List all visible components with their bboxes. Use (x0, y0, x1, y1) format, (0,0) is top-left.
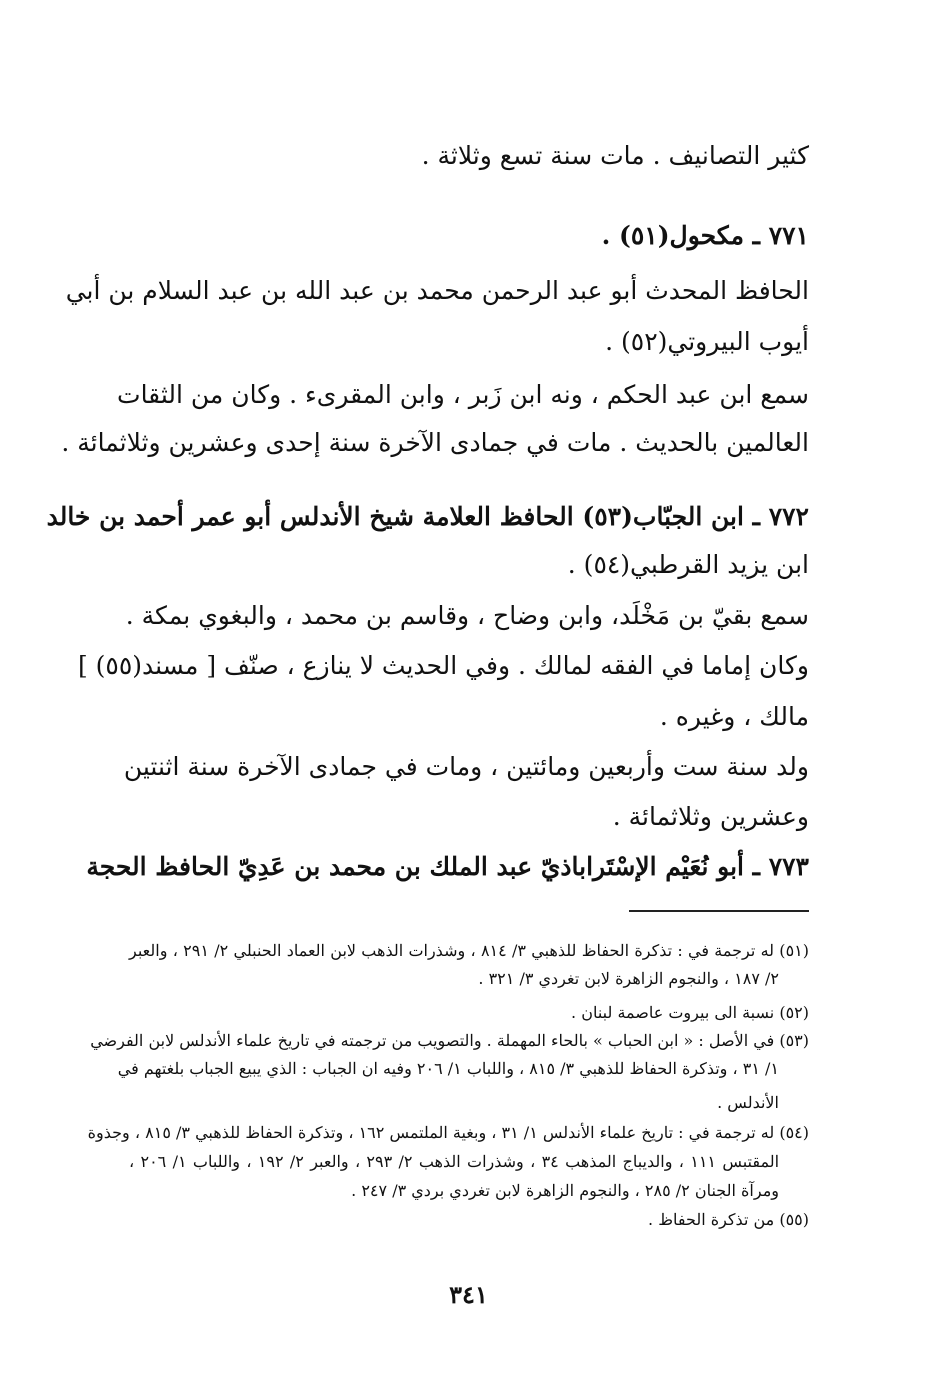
entry-heading-772: ٧٧٢ ـ ابن الجبّاب(٥٣) الحافظ العلامة شيخ الأندلس أبو عمر أحمد بن خالد (46, 502, 809, 531)
text-line-772-birth: ولد سنة ست وأربعين ومائتين ، ومات في جمادى الآخرة سنة اثنتين (123, 752, 809, 781)
footnote-52: (٥٢) نسبة الى بيروت عاصمة لبنان . (571, 1003, 809, 1022)
footnote-53-cont: ١/ ٣١ ، وتذكرة الحفاظ للذهبي ٣/ ٨١٥ ، واللباب ١/ ٢٠٦ وفيه ان الجباب : الذي يبيع الجباب بلغتهم في (117, 1059, 779, 1078)
footnote-53-end: الأندلس . (717, 1093, 779, 1112)
text-line-772-heard: سمع بقيّ بن مَخْلَد، وابن وضاح ، وقاسم بن محمد ، والبغوي بمكة . (125, 601, 809, 630)
footnote-54-end: ومرآة الجنان ٢/ ٢٨٥ ، والنجوم الزاهرة لابن تغردي بردي ٣/ ٢٤٧ . (351, 1181, 779, 1200)
text-line-continuation: كثير التصانيف . مات سنة تسع وثلاثة . (421, 141, 809, 170)
footnote-51-cont: ٢/ ١٨٧ ، والنجوم الزاهرة لابن تغردي ٣/ ٣٢١ . (478, 969, 779, 988)
entry-heading-773: ٧٧٣ ـ أبو نُعَيْم الإسْتَراباذيّ عبد الملك بن محمد بن عَدِيّ الحافظ الحجة (86, 852, 809, 881)
footnote-54: (٥٤) له ترجمة في : تاريخ علماء الأندلس ١/ ٣١ ، وبغية الملتمس ١٦٢ ، وتذكرة الحفاظ للذهبي ٣/ ٨١٥ ، وجذوة (87, 1123, 809, 1142)
text-line-772-imam: وكان إماما في الفقه لمالك . وفي الحديث لا ينازع ، صنّف [ مسند(٥٥) ] (77, 651, 809, 680)
text-line-771-heard: سمع ابن عبد الحكم ، ونه ابن زَبر ، وابن المقرىء . وكان من الثقات (117, 380, 809, 409)
text-line-772-nisba: ابن يزيد القرطبي(٥٤) . (567, 550, 809, 579)
footnote-51: (٥١) له ترجمة في : تذكرة الحفاظ للذهبي ٣/ ٨١٤ ، وشذرات الذهب لابن العماد الحنبلي ٢/ ٢٩١ ، والعبر (129, 941, 809, 960)
text-line-772-death: وعشرين وثلاثمائة . (612, 802, 809, 831)
text-line-772-works: مالك ، وغيره . (659, 702, 809, 731)
text-line-771-death: العالمين بالحديث . مات في جمادى الآخرة سنة إحدى وعشرين وثلاثمائة . (61, 428, 809, 457)
entry-heading-771: ٧٧١ ـ مكحول(٥١) . (601, 221, 809, 250)
footnote-separator (629, 910, 809, 912)
footnote-54-cont: المقتبس ١١١ ، والديباج المذهب ٣٤ ، وشذرات الذهب ٢/ ٢٩٣ ، والعبر ٢/ ١٩٢ ، واللباب ١/ ٢٠٦ ، (129, 1152, 780, 1171)
text-line-771-name: الحافظ المحدث أبو عبد الرحمن محمد بن عبد الله بن عبد السلام بن أبي (65, 276, 809, 305)
page-number: ٣٤١ (449, 1280, 488, 1309)
footnote-55: (٥٥) من تذكرة الحفاظ . (648, 1210, 809, 1229)
text-line-771-nisba: أيوب البيروتي(٥٢) . (605, 327, 809, 356)
footnote-53: (٥٣) في الأصل : « ابن الحباب » بالحاء المهملة . والتصويب من ترجمته في تاريخ علماء الأندلس لابن الفرضي (90, 1031, 809, 1050)
